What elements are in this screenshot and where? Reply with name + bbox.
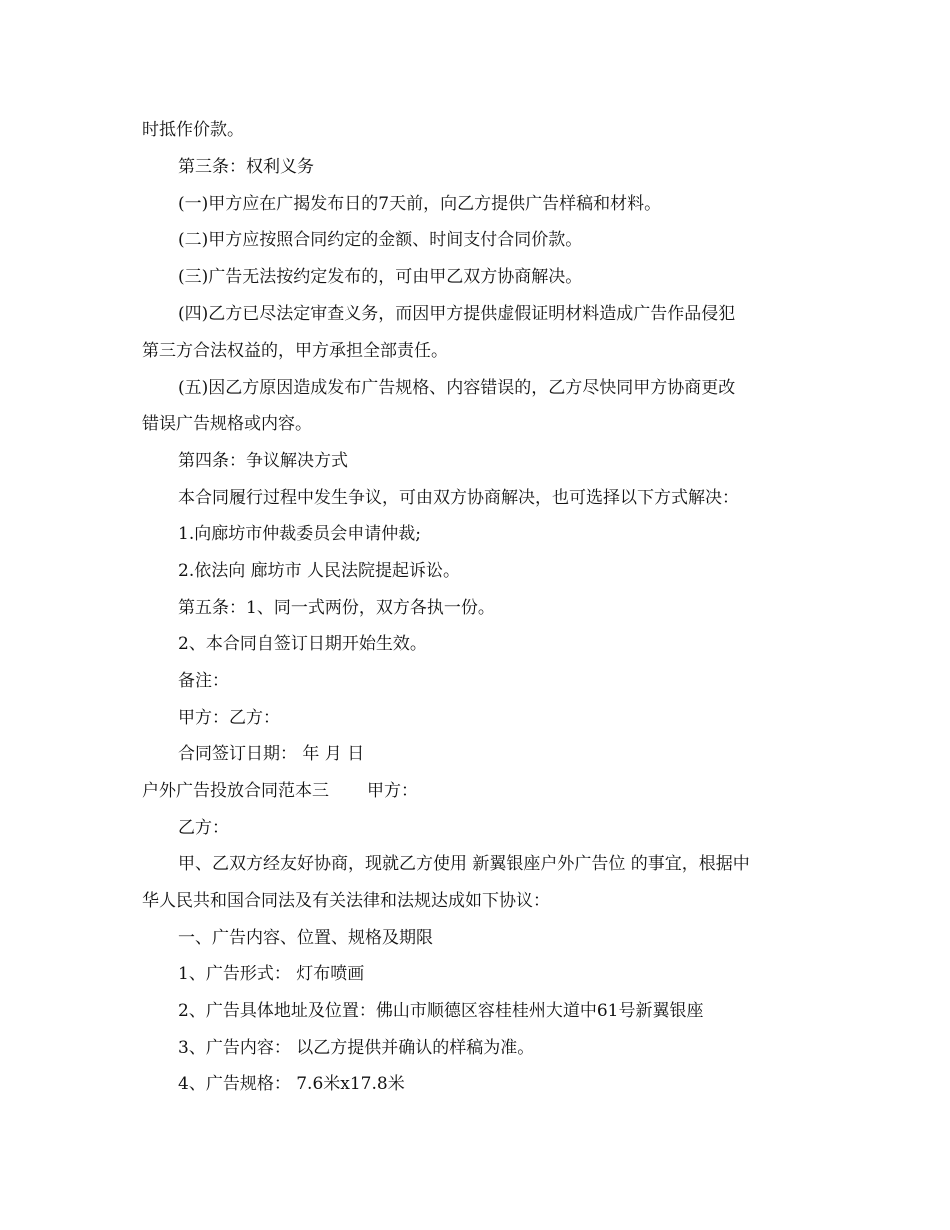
text-line: 1、广告形式： 灯布喷画 [178,964,365,984]
text-line: 备注： [178,671,229,691]
text-line: (五)因乙方原因造成发布广告规格、内容错误的，乙方尽快同甲方协商更改 [178,378,736,398]
text-line: 3、广告内容： 以乙方提供并确认的样稿为准。 [178,1038,535,1058]
text-line: 本合同履行过程中发生争议，可由双方协商解决，也可选择以下方式解决： [178,488,739,508]
text-line: 时抵作价款。 [142,120,244,140]
section-heading: 第五条：1、同一式两份，双方各执一份。 [178,598,495,618]
party-a-label: 甲方： [367,781,418,801]
text-line: 甲方：乙方： [178,708,280,728]
document-title: 户外广告投放合同范本三 [142,781,329,801]
party-b-label: 乙方： [178,818,229,838]
text-line: 1.向廊坊市仲裁委员会申请仲裁; [178,524,421,544]
document-title-line [142,779,812,803]
text-line: (二)甲方应按照合同约定的金额、时间支付合同价款。 [178,230,583,250]
text-line: 2.依法向 廊坊市 人民法院提起诉讼。 [178,561,461,581]
section-heading: 第四条：争议解决方式 [178,451,348,471]
text-line: (一)甲方应在广揭发布日的7天前，向乙方提供广告样稿和材料。 [178,194,662,214]
text-line: (四)乙方已尽法定审查义务，而因甲方提供虚假证明材料造成广告作品侵犯 [178,304,736,324]
text-line: 4、广告规格： 7.6米x17.8米 [178,1074,405,1094]
section-heading: 第三条：权利义务 [178,157,314,177]
text-line: (三)广告无法按约定发布的，可由甲乙双方协商解决。 [178,267,583,287]
text-line: 错误广告规格或内容。 [142,414,312,434]
text-line: 2、本合同自签订日期开始生效。 [178,634,427,654]
section-heading: 一、广告内容、位置、规格及期限 [178,928,433,948]
text-line: 2、广告具体地址及位置：佛山市顺德区容桂桂州大道中61号新翼银座 [178,1001,704,1021]
text-line: 第三方合法权益的，甲方承担全部责任。 [142,341,448,361]
text-line: 甲、乙双方经友好协商，现就乙方使用 新翼银座户外广告位 的事宜，根据中 [178,854,750,874]
text-line: 合同签订日期： 年 月 日 [178,744,365,764]
text-line: 华人民共和国合同法及有关法律和法规达成如下协议： [142,891,550,911]
